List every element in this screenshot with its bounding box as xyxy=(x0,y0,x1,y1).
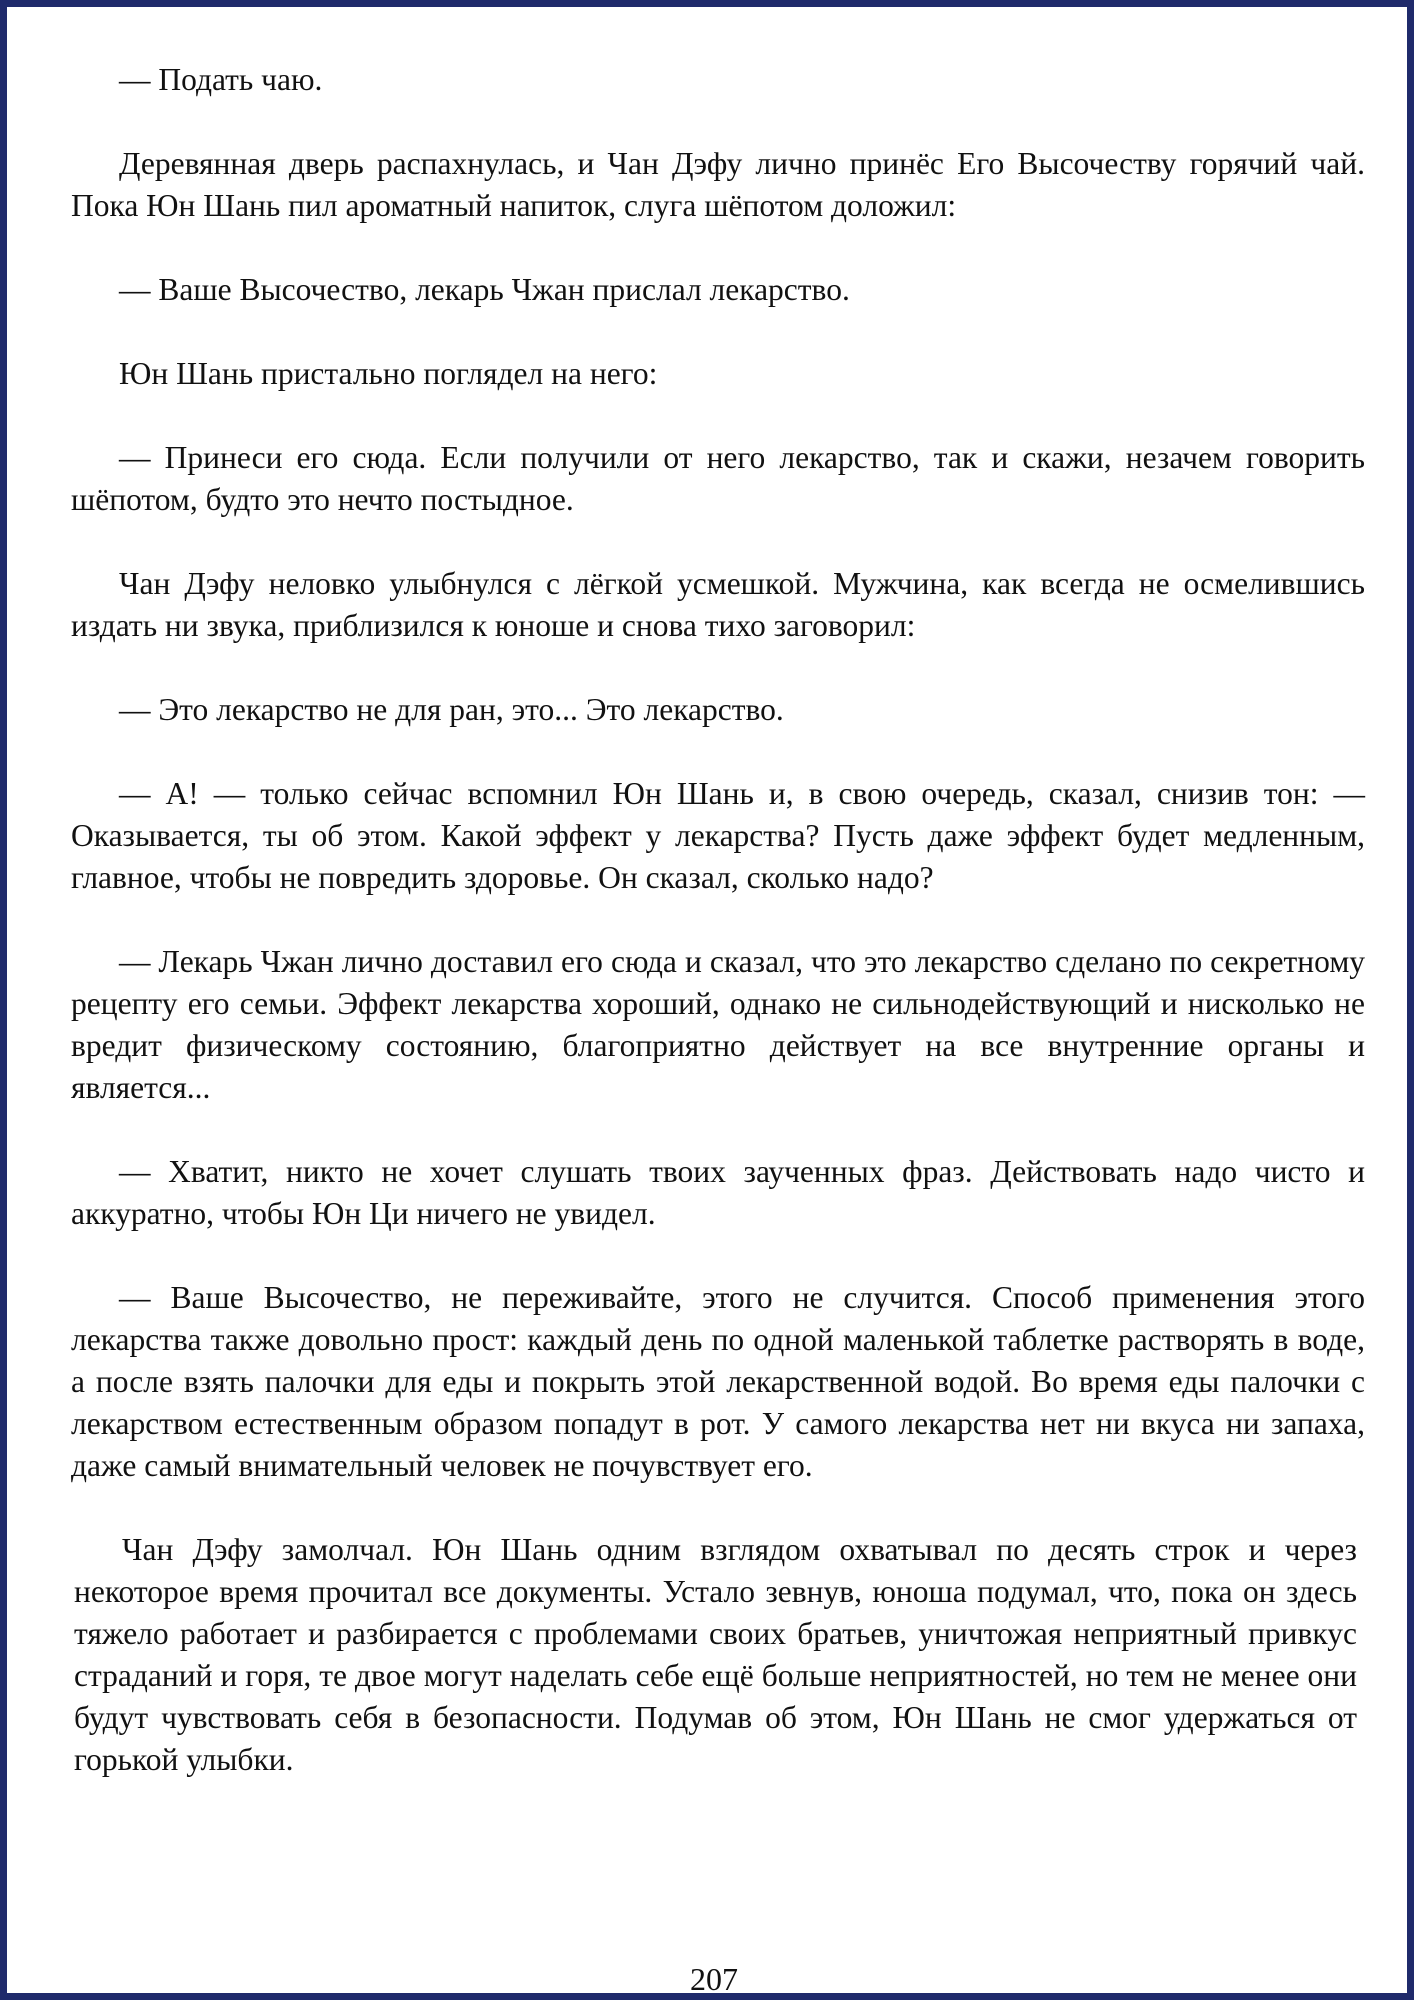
text-column xyxy=(71,59,1365,1823)
paragraph-2: Деревянная дверь распахнулась, и Чан Дэфу лично принёс Его Высочеству горячий чай. Пока Юн Шань пил ароматный напиток, слуга шёпотом доложил: xyxy=(71,146,1365,223)
paragraph-11: — Ваше Высочество, не переживайте, этого не случится. Способ применения этого лекарства также довольно прост: каждый день по одной маленькой таблетке растворять в воде, а после взять палочки для еды и покрыть этой лекарственной водой. Во время еды палочки с лекарством естественным образом попадут в рот. У самого лекарства нет ни вкуса ни запаха, даже самый внимательный человек не почувствует его. xyxy=(71,1280,1365,1483)
paragraph-9: — Лекарь Чжан лично доставил его сюда и сказал, что это лекарство сделано по секретному рецепту его семьи. Эффект лекарства хороший, однако не сильнодействующий и нисколько не вредит физическому состоянию, благоприятно действует на все внутренние органы и является... xyxy=(71,944,1365,1105)
paragraph-10: — Хватит, никто не хочет слушать твоих заученных фраз. Действовать надо чисто и аккуратно, чтобы Юн Ци ничего не увидел. xyxy=(71,1154,1365,1231)
paragraph-3: — Ваше Высочество, лекарь Чжан прислал лекарство. xyxy=(119,272,850,307)
page-number: 207 xyxy=(690,1961,738,1997)
paragraph-5: — Принеси его сюда. Если получили от него лекарство, так и скажи, незачем говорить шёпотом, будто это нечто постыдное. xyxy=(71,440,1365,517)
paragraph-4: Юн Шань пристально поглядел на него: xyxy=(119,356,658,391)
paragraph-12: Чан Дэфу замолчал. Юн Шань одним взглядом охватывал по десять строк и через некоторое время прочитал все документы. Устало зевнув, юноша подумал, что, пока он здесь тяжело работает и разбирается с проблемами своих братьев, уничтожая неприятный привкус страданий и горя, те двое могут наделать себе ещё больше неприятностей, но тем не менее они будут чувствовать себя в безопасности. Подумав об этом, Юн Шань не смог удержаться от горькой улыбки. xyxy=(74,1532,1357,1777)
paragraph-7: — Это лекарство не для ран, это... Это лекарство. xyxy=(119,692,784,727)
paragraph-1: — Подать чаю. xyxy=(119,62,323,97)
paragraph-8: — А! — только сейчас вспомнил Юн Шань и, в свою очередь, сказал, снизив тон: — Оказывается, ты об этом. Какой эффект у лекарства? Пусть даже эффект будет медленным, главное, чтобы не повредить здоровье. Он сказал, сколько надо? xyxy=(71,776,1365,895)
paragraph-6: Чан Дэфу неловко улыбнулся с лёгкой усмешкой. Мужчина, как всегда не осмелившись издать ни звука, приблизился к юноше и снова тихо заговорил: xyxy=(71,566,1365,643)
